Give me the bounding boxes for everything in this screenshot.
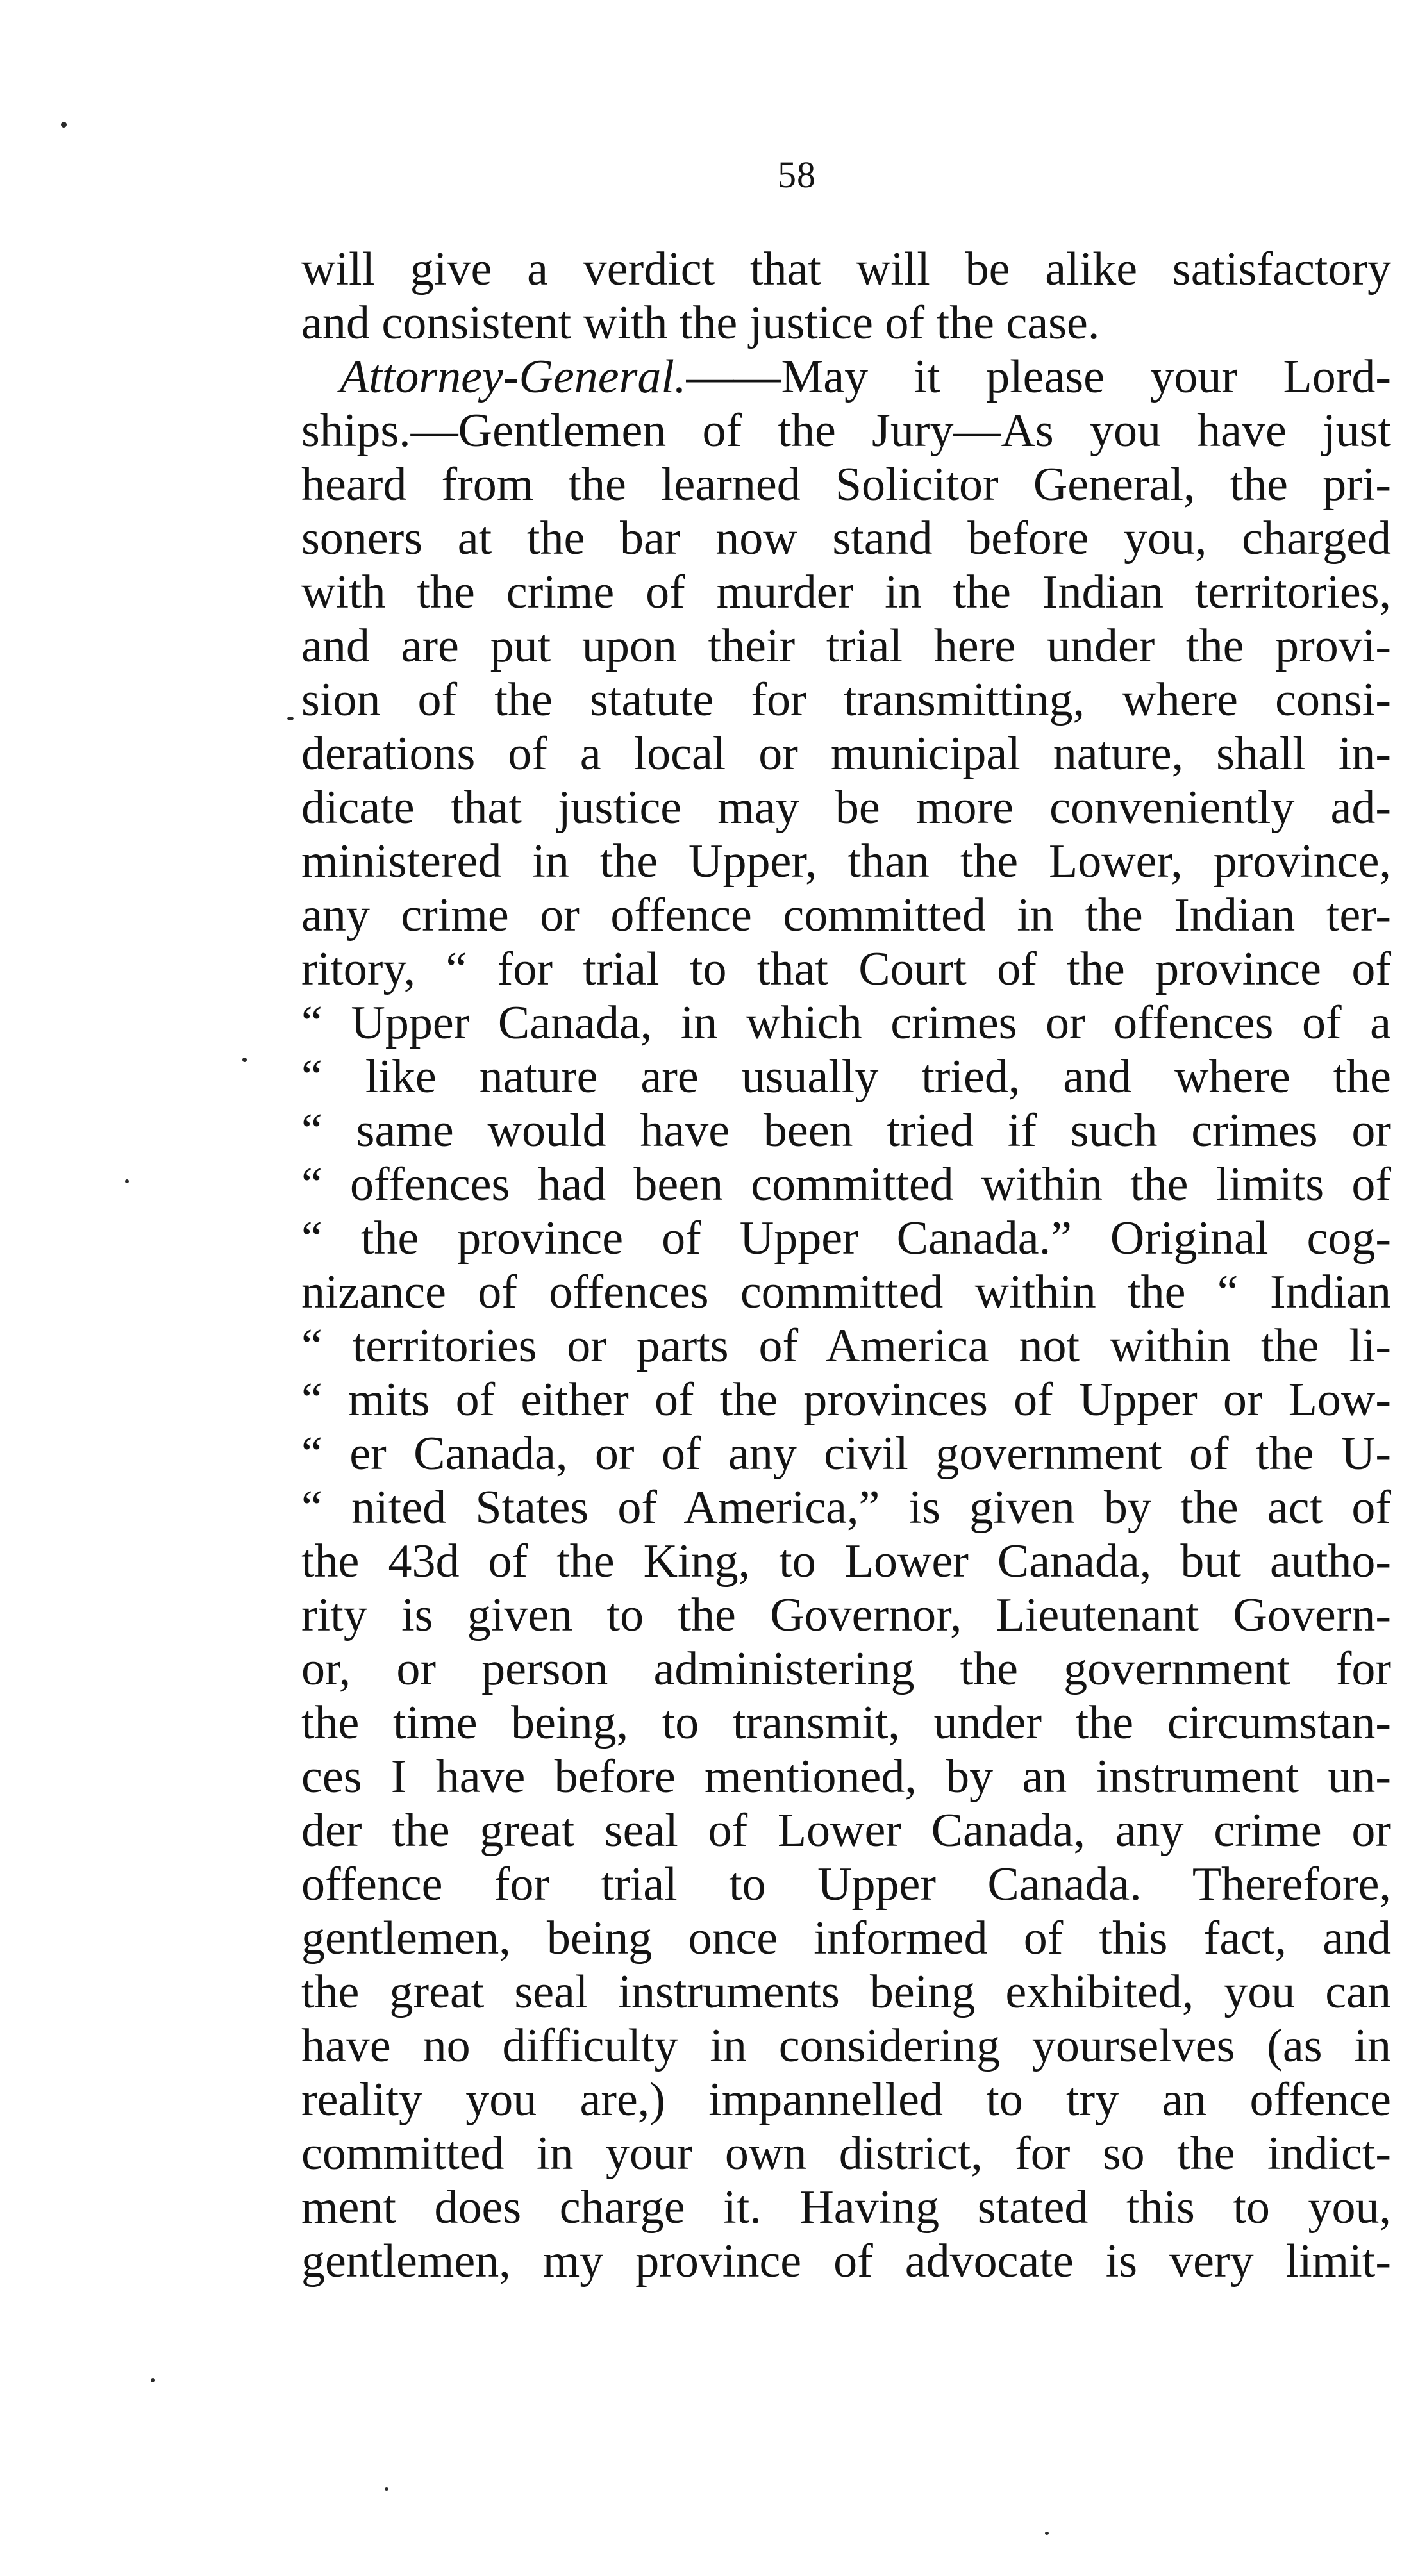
text-line-22: “ mits of either of the provinces of Upper or Low- bbox=[301, 1374, 1391, 1426]
text-line-5: heard from the learned Solicitor General, the pri- bbox=[301, 458, 1391, 511]
speaker-label: Attorney-General. bbox=[340, 351, 687, 403]
scan-speck bbox=[125, 1179, 129, 1183]
text-line-12: ministered in the Upper, than the Lower, province, bbox=[301, 835, 1391, 888]
speaker-line-text: ——May it please your Lord- bbox=[686, 351, 1391, 403]
text-line-37: ment does charge it. Having stated this to you, bbox=[301, 2181, 1391, 2234]
text-line-23: “ er Canada, or of any civil government of the U- bbox=[301, 1427, 1391, 1480]
text-line-3 bbox=[301, 350, 1391, 404]
text-line-34: have no difficulty in considering yourselves (as in bbox=[301, 2020, 1391, 2072]
text-line-2: and consistent with the justice of the case. bbox=[301, 297, 1100, 349]
text-line-11: dicate that justice may be more conveniently ad- bbox=[301, 781, 1391, 834]
text-line-36: committed in your own district, for so the indict- bbox=[301, 2127, 1391, 2180]
text-line-26: rity is given to the Governor, Lieutenant Govern- bbox=[301, 1589, 1391, 1641]
text-line-4: ships.—Gentlemen of the Jury—As you have just bbox=[301, 404, 1391, 457]
text-line-7: with the crime of murder in the Indian territories, bbox=[301, 566, 1391, 619]
text-line-32: gentlemen, being once informed of this fact, and bbox=[301, 1912, 1391, 1965]
text-line-13: any crime or offence committed in the Indian ter- bbox=[301, 889, 1391, 942]
text-line-27: or, or person administering the government for bbox=[301, 1643, 1391, 1695]
text-line-29: ces I have before mentioned, by an instrument un- bbox=[301, 1750, 1391, 1803]
text-line-30: der the great seal of Lower Canada, any crime or bbox=[301, 1804, 1391, 1857]
text-line-25: the 43d of the King, to Lower Canada, but autho- bbox=[301, 1535, 1391, 1588]
text-line-33: the great seal instruments being exhibited, you can bbox=[301, 1966, 1391, 2018]
text-line-15: “ Upper Canada, in which crimes or offences of a bbox=[301, 997, 1391, 1049]
text-line-24: “ nited States of America,” is given by the act of bbox=[301, 1481, 1391, 1534]
text-line-21: “ territories or parts of America not within the li- bbox=[301, 1320, 1391, 1372]
scan-speck bbox=[242, 1058, 247, 1062]
page-number: 58 bbox=[778, 154, 816, 195]
scan-speck bbox=[61, 122, 67, 128]
text-line-20: nizance of offences committed within the “ Indian bbox=[301, 1266, 1391, 1318]
scan-speck bbox=[1045, 2532, 1049, 2535]
text-line-1: will give a verdict that will be alike satisfactory bbox=[301, 243, 1391, 295]
text-line-8: and are put upon their trial here under the provi- bbox=[301, 620, 1391, 672]
text-line-28: the time being, to transmit, under the circumstan- bbox=[301, 1697, 1391, 1749]
text-line-9: sion of the statute for transmitting, where consi- bbox=[301, 674, 1391, 726]
body-text bbox=[301, 242, 1391, 2288]
text-line-31: offence for trial to Upper Canada. Therefore, bbox=[301, 1858, 1391, 1911]
text-line-18: “ offences had been committed within the limits of bbox=[301, 1158, 1391, 1211]
text-line-14: ritory, “ for trial to that Court of the province of bbox=[301, 943, 1391, 995]
text-line-38: gentlemen, my province of advocate is very limit- bbox=[301, 2235, 1391, 2288]
scan-speck bbox=[151, 2378, 155, 2382]
text-line-16: “ like nature are usually tried, and where the bbox=[301, 1051, 1391, 1103]
text-line-17: “ same would have been tried if such crimes or bbox=[301, 1104, 1391, 1157]
text-line-6: soners at the bar now stand before you, charged bbox=[301, 512, 1391, 565]
text-line-10: derations of a local or municipal nature, shall in- bbox=[301, 727, 1391, 780]
scan-speck bbox=[385, 2487, 388, 2491]
scan-speck bbox=[287, 717, 294, 720]
text-line-19: “ the province of Upper Canada.” Original cog- bbox=[301, 1212, 1391, 1265]
text-line-35: reality you are,) impannelled to try an offence bbox=[301, 2073, 1391, 2126]
